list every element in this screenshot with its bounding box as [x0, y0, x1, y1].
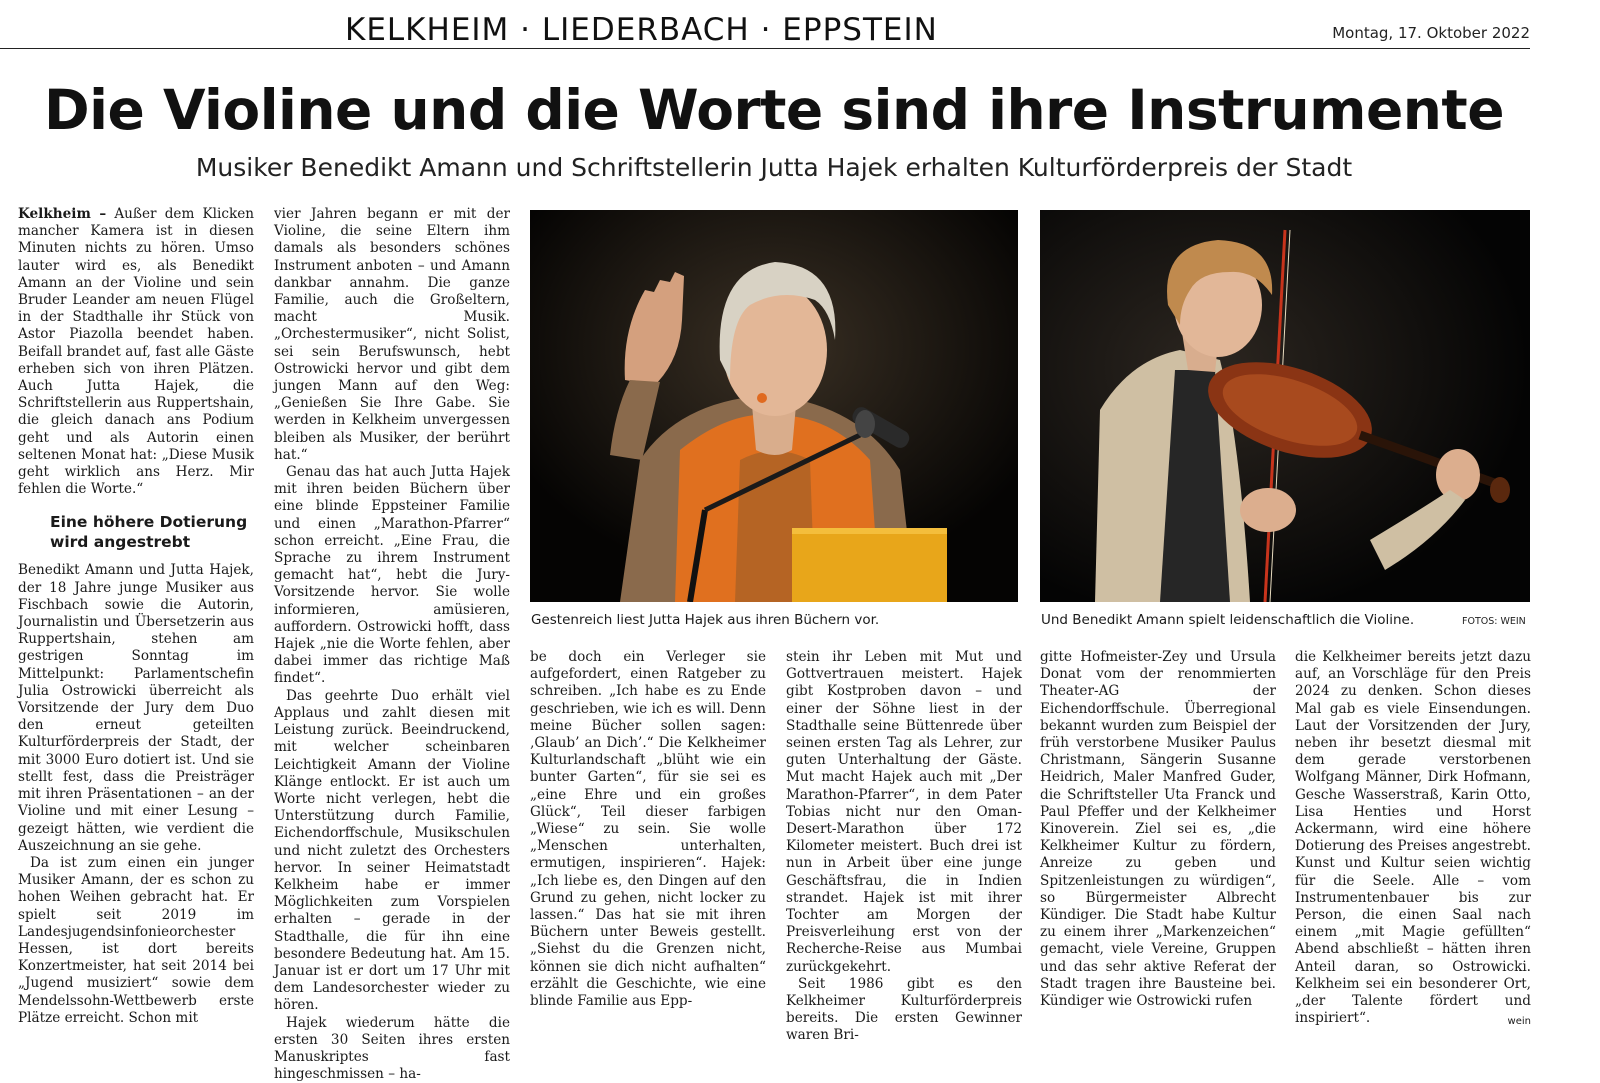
paragraph-text: Außer dem Klicken mancher Kamera ist in diesen Minuten nichts zu hören. Umso lauter wird es, als Benedikt Amann an der Violine und sein Bruder Leander am neuen Flügel in der Stadthalle ihr Stück von Astor Piazolla beendet haben. Beifall brandet auf, fast alle Gäste erheben sich von ihren Plätzen. Auch Jutta Hajek, die Schriftstellerin aus Ruppertshain, die gleich danach ans Podium geht und als Autorin einen seltenen Monat hat: „Diese Musik geht wirklich ans Herz. Mir fehlen die Worte.“: [18, 206, 254, 498]
photo-caption-right: Und Benedikt Amann spielt leidenschaftlich die Violine.: [1041, 612, 1415, 628]
paragraph: [18, 206, 254, 498]
paragraph: vier Jahren begann er mit der Violine, die seine Eltern ihm damals als besonders schönes Instrument anboten – und Amann dankbar annahm. Die ganze Familie, auch die Großeltern, macht Musik. „Orchestermusiker“, nicht Solist, sei sein Berufswunsch, hebt Ostrowicki hervor und gibt dem jungen Mann auf den Weg: „Genießen Sie Ihre Gabe. Sie werden in Kelkheim unvergessen bleiben als Musiker, der berührt hat.“: [274, 206, 510, 463]
paragraph: Genau das hat auch Jutta Hajek mit ihren beiden Büchern über eine blinde Eppsteiner Familie und einen „Marathon-Pfarrer“ schon erreicht. „Eine Frau, die Sprache zu ihrem Instrument gemacht hat“, hebt die Jury-Vorsitzende hervor. Sie wolle informieren, amüsieren, auffordern. Ostrowicki hofft, dass Hajek „nie die Worte fehlen, aber dabei immer das richtige Maß findet“.: [274, 464, 510, 687]
paragraph: gitte Hofmeister-Zey und Ursula Donat vom der renommierten Theater-AG der Eichendorffschule. Überregional bekannt wurden zum Beispiel der früh verstorbene Musiker Paulus Christmann, Sängerin Susanne Heidrich, Maler Manfred Guder, die Schriftsteller Uta Franck und Paul Pfeffer und der Kelkheimer Kinoverein. Ziel sei es, „die Kelkheimer Kultur zu fördern, Anreize zu geben und Spitzenleistungen zu würdigen“, so Bürgermeister Albrecht Kündiger. Die Stadt habe Kultur zu einem ihrer „Markenzeichen“ gemacht, viele Vereine, Gruppen und das sehr aktive Referat der Stadt tragen ihre Bausteine bei. Kündiger wie Ostrowicki rufen: [1040, 649, 1276, 1010]
article-subheadline: Musiker Benedikt Amann und Schriftstellerin Jutta Hajek erhalten Kulturförderpreis der Stadt: [195, 153, 1353, 182]
masthead-bar: [0, 8, 1530, 49]
text-column-4: [786, 649, 1022, 1045]
paragraph: stein ihr Leben mit Mut und Gottvertrauen meistert. Hajek gibt Kostproben davon – und einer der Söhne liest in der Stadthalle seine Büttenrede über seinen ersten Tag als Lehrer, zur guten Unterhaltung der Gäste. Mut macht Hajek auch mit „Der Marathon-Pfarrer“, in dem Pater Tobias nicht nur den Oman-Desert-Marathon über 172 Kilometer meistert. Buch drei ist nun in Arbeit über eine junge Geschäftsfrau, die in Indien strandet. Hajek ist mit ihrer Tochter am Morgen der Preisverleihung erst von der Recherche-Reise aus Mumbai zurückgekehrt.: [786, 649, 1022, 975]
photo-reader-illustration: [530, 210, 1018, 602]
paragraph: Da ist zum einen ein junger Musiker Amann, der es schon zu hohen Weihen gebracht hat. Er spielt seit 2019 im Landesjugendsinfonieorchester Hessen, ist dort bereits Konzertmeister, hat seit 2014 bei „Jugend musiziert“ sowie dem Mendelssohn-Wettbewerb erste Plätze erreicht. Schon mit: [18, 854, 254, 1026]
photo-credit: FOTOS: WEIN: [1462, 616, 1526, 627]
paragraph: Benedikt Amann und Jutta Hajek, der 18 Jahre junge Musiker aus Fischbach sowie die Autorin, Journalistin und Übersetzerin aus Ruppertshain, stehen am gestrigen Sonntag im Mittelpunkt: Parlamentschefin Julia Ostrowicki überreicht als Vorsitzende der Jury dem Duo den erneut geteilten Kulturförderpreis der Stadt, der mit 3000 Euro dotiert ist. Und sie stellt fest, dass die Preisträger mit ihren Präsentationen – an der Violine und mit einer Lesung – gezeigt hätten, wie verdient die Auszeichnung an sie gehe.: [18, 562, 254, 854]
text-column-3: [530, 649, 766, 1010]
paragraph-text: die Kelkheimer bereits jetzt dazu auf, an Vorschläge für den Preis 2024 zu denken. Schon dieses Mal gab es viele Einsendungen. Laut der Vorsitzenden der Jury, neben ihr besetzt diesmal mit dem gerade verstorbenen Wolfgang Männer, Dirk Hofmann, Gesche Wasserstraß, Karin Otto, Lisa Henties und Horst Ackermann, wird eine höhere Dotierung des Preises angestrebt. Kunst und Kultur seien wichtig für die Seele. Alle – vom Instrumentenbauer bis zur Person, die einen Saal nach einem „mit Magie gefüllten“ Abend abschließt – hätten ihren Anteil daran, so Ostrowicki. Kelkheim sei ein besonderer Ort, „der Talente fördert und inspiriert“.: [1295, 649, 1531, 1027]
paragraph: [1295, 649, 1531, 1027]
dateline: Kelkheim –: [18, 206, 107, 222]
text-column-6: [1295, 649, 1531, 1030]
text-column-1: [18, 206, 254, 1027]
paragraph: Hajek wiederum hätte die ersten 30 Seiten ihres ersten Manuskriptes fast hingeschmissen – ha-: [274, 1014, 510, 1083]
author-signature: wein: [1507, 1016, 1531, 1028]
photo-caption-left: Gestenreich liest Jutta Hajek aus ihren Büchern vor.: [531, 612, 880, 628]
text-column-2: [274, 206, 510, 1083]
section-title: KELKHEIM · LIEDERBACH · EPPSTEIN: [345, 12, 938, 48]
article-headline: Die Violine und die Worte sind ihre Instrumente: [44, 78, 1504, 142]
photo-violinist-illustration: [1040, 210, 1530, 602]
paragraph: be doch ein Verleger sie aufgefordert, einen Ratgeber zu schreiben. „Ich habe es zu Ende geschrieben, wie ich es will. Denn meine Bücher sollen sagen: ‚Glaub’ an Dich’.“ Die Kelkheimer Kulturlandschaft „blüht wie ein bunter Garten“, für sie sei es „eine Ehre und ein großes Glück“, Teil dieser farbigen „Wiese“ zu sein. Sie wolle „Menschen unterhalten, ermutigen, inspirieren“. Hajek: „Ich liebe es, den Dingen auf den Grund zu gehen, nicht locker zu lassen.“ Das hat sie mit ihren Büchern unter Beweis gestellt. „Siehst du die Grenzen nicht, können sie dich nicht aufhalten“ erzählt die Geschichte, wie eine blinde Familie aus Epp-: [530, 649, 766, 1010]
text-column-5: [1040, 649, 1276, 1010]
issue-date: Montag, 17. Oktober 2022: [1332, 24, 1530, 42]
paragraph: Seit 1986 gibt es den Kelkheimer Kulturförderpreis bereits. Die ersten Gewinner waren Bri-: [786, 975, 1022, 1044]
photo-jutta-hajek: [530, 210, 1018, 602]
photo-benedikt-amann: [1040, 210, 1530, 602]
paragraph: Das geehrte Duo erhält viel Applaus und zahlt diesen mit Leistung zurück. Beeindruckend, mit welcher scheinbaren Leichtigkeit Amann der Violine Klänge entlockt. Er ist auch um Worte nicht verlegen, hebt die Unterstützung durch Familie, Eichendorffschule, Musikschulen und nicht zuletzt des Orchesters hervor. In seiner Heimatstadt Kelkheim habe er immer Möglichkeiten zum Vorspielen erhalten – gerade in der Stadthalle, die für ihn eine besondere Bedeutung hat. Am 15. Januar ist er dort um 17 Uhr mit dem Landesorchester wieder zu hören.: [274, 687, 510, 1014]
section-subhead: Eine höhere Dotierung wird angestrebt: [50, 513, 248, 552]
